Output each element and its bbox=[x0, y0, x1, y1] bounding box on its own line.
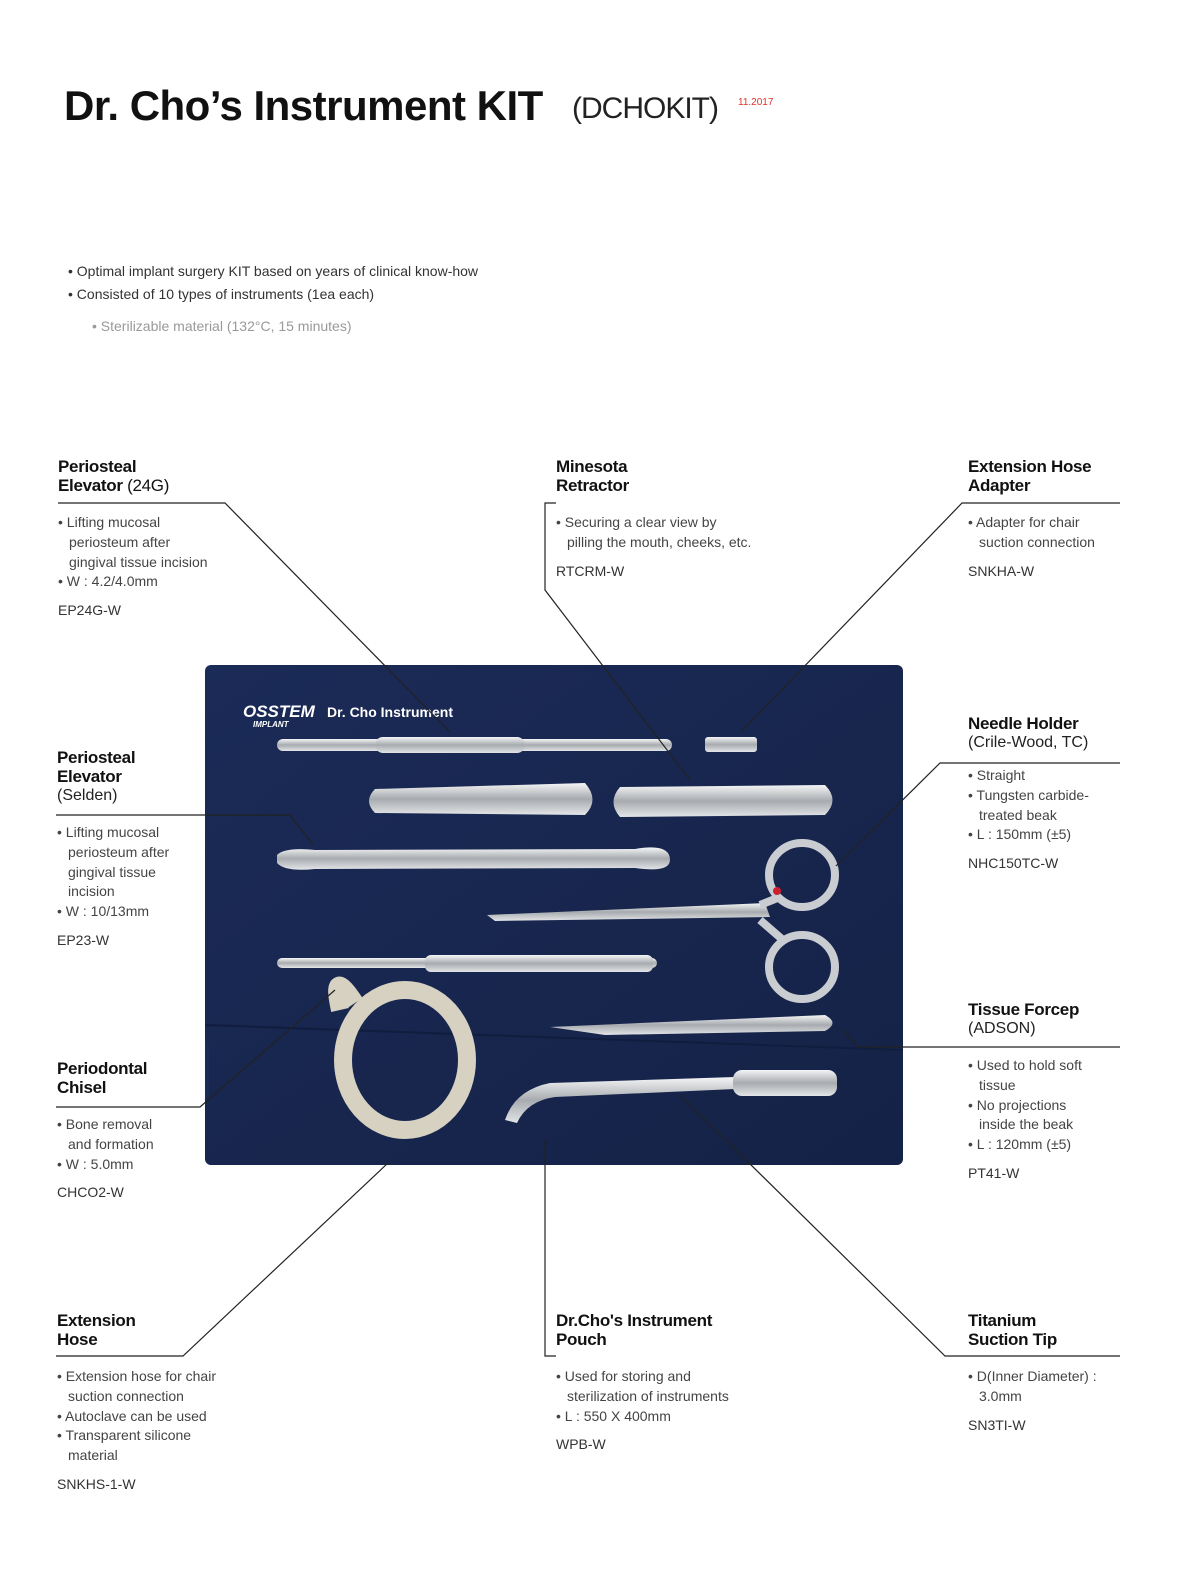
item-name: Extension Hose bbox=[968, 457, 1092, 476]
item-desc: • Autoclave can be used bbox=[57, 1407, 207, 1424]
item-desc: periosteum after bbox=[68, 843, 170, 860]
item-desc: 3.0mm bbox=[979, 1387, 1022, 1404]
label-titanium-suction-tip bbox=[968, 1311, 1168, 1433]
label-periosteal-elevator-selden bbox=[57, 748, 257, 948]
item-name: Elevator bbox=[58, 476, 123, 495]
item-name: Retractor bbox=[556, 476, 629, 495]
label-minesota-retractor bbox=[556, 457, 756, 579]
item-size: (24G) bbox=[122, 476, 170, 495]
label-periosteal-elevator-24g bbox=[58, 457, 258, 618]
item-desc: • L : 150mm (±5) bbox=[968, 826, 1072, 843]
item-desc: suction connection bbox=[979, 533, 1095, 550]
page-title: Dr. Cho’s Instrument KIT bbox=[64, 82, 543, 129]
item-desc: gingival tissue bbox=[68, 863, 156, 880]
item-code: CHCO2-W bbox=[57, 1184, 124, 1201]
item-desc: • Lifting mucosal bbox=[58, 514, 161, 530]
item-desc: • D(Inner Diameter) : bbox=[968, 1368, 1097, 1384]
item-name: Pouch bbox=[556, 1330, 607, 1349]
pouch-brand-sub: IMPLANT bbox=[253, 720, 289, 729]
item-desc: treated beak bbox=[979, 806, 1057, 823]
item-name: Hose bbox=[57, 1330, 98, 1349]
item-name: Periodontal bbox=[57, 1059, 148, 1078]
item-desc: inside the beak bbox=[979, 1116, 1074, 1133]
item-name: Periosteal bbox=[58, 457, 137, 476]
item-desc: • W : 5.0mm bbox=[57, 1155, 134, 1172]
item-desc: suction connection bbox=[68, 1387, 184, 1404]
item-code: SNKHA-W bbox=[968, 562, 1035, 579]
item-desc: • L : 550 X 400mm bbox=[556, 1407, 671, 1424]
sterilization-note: • Sterilizable material (132°C, 15 minutes) bbox=[92, 318, 352, 334]
item-desc: • Straight bbox=[968, 767, 1026, 783]
item-name: Tissue Forcep bbox=[968, 1000, 1080, 1019]
item-name: Dr.Cho's Instrument bbox=[556, 1311, 713, 1330]
item-name: Extension bbox=[57, 1311, 136, 1330]
pouch-brand: OSSTEM bbox=[243, 702, 315, 721]
item-desc: pilling the mouth, cheeks, etc. bbox=[567, 533, 752, 550]
item-code: RTCRM-W bbox=[556, 562, 625, 579]
item-desc: periosteum after bbox=[69, 533, 171, 550]
label-instrument-pouch bbox=[556, 1311, 756, 1452]
item-name: Periosteal bbox=[57, 748, 136, 767]
pouch-product-name: Dr. Cho Instrument bbox=[327, 704, 454, 720]
item-desc: incision bbox=[68, 883, 115, 900]
item-desc: • Lifting mucosal bbox=[57, 824, 160, 840]
item-code: EP23-W bbox=[57, 931, 110, 948]
label-tissue-forcep bbox=[968, 1000, 1168, 1181]
item-name: Needle Holder bbox=[968, 714, 1079, 733]
item-code: SN3TI-W bbox=[968, 1416, 1026, 1433]
item-code: EP24G-W bbox=[58, 602, 122, 619]
kit-code: (DCHOKIT) bbox=[572, 92, 718, 125]
item-code: WPB-W bbox=[556, 1436, 606, 1453]
item-variant: (Crile-Wood, TC) bbox=[968, 734, 1089, 751]
item-desc: • Used to hold soft bbox=[968, 1057, 1082, 1073]
item-variant: (ADSON) bbox=[968, 1020, 1036, 1037]
item-desc: • Bone removal bbox=[57, 1116, 153, 1132]
item-desc: • W : 4.2/4.0mm bbox=[58, 573, 158, 590]
label-extension-hose bbox=[57, 1311, 257, 1492]
item-desc: gingival tissue incision bbox=[69, 553, 208, 570]
item-desc: • No projections bbox=[968, 1096, 1067, 1113]
label-periodontal-chisel bbox=[57, 1059, 257, 1200]
intro-bullet: • Consisted of 10 types of instruments (1ea each) bbox=[68, 286, 375, 302]
item-desc: • Tungsten carbide- bbox=[968, 786, 1089, 803]
revision-date: 11.2017 bbox=[738, 97, 774, 108]
item-desc: and formation bbox=[68, 1135, 154, 1152]
item-name: Chisel bbox=[57, 1078, 107, 1097]
item-desc: • Used for storing and bbox=[556, 1368, 691, 1384]
item-name: Adapter bbox=[968, 476, 1031, 495]
item-name: Suction Tip bbox=[968, 1330, 1057, 1349]
label-extension-hose-adapter bbox=[968, 457, 1168, 579]
item-code: PT41-W bbox=[968, 1164, 1020, 1181]
item-variant: (Selden) bbox=[57, 787, 118, 804]
item-desc: • L : 120mm (±5) bbox=[968, 1136, 1072, 1153]
intro-bullet: • Optimal implant surgery KIT based on years of clinical know-how bbox=[68, 263, 479, 279]
item-desc: sterilization of instruments bbox=[567, 1387, 729, 1404]
item-desc: • Securing a clear view by bbox=[556, 514, 717, 530]
item-desc: • W : 10/13mm bbox=[57, 903, 150, 920]
item-desc: material bbox=[68, 1447, 118, 1464]
item-name: Titanium bbox=[968, 1311, 1037, 1330]
item-code: SNKHS-1-W bbox=[57, 1475, 136, 1492]
item-desc: tissue bbox=[979, 1076, 1016, 1093]
item-name: Minesota bbox=[556, 457, 628, 476]
item-desc: • Transparent silicone bbox=[57, 1427, 192, 1444]
item-desc: • Extension hose for chair bbox=[57, 1368, 216, 1384]
item-desc: • Adapter for chair bbox=[968, 514, 1080, 530]
item-code: NHC150TC-W bbox=[968, 855, 1059, 872]
item-name: Elevator bbox=[57, 767, 122, 786]
label-needle-holder bbox=[968, 714, 1168, 871]
